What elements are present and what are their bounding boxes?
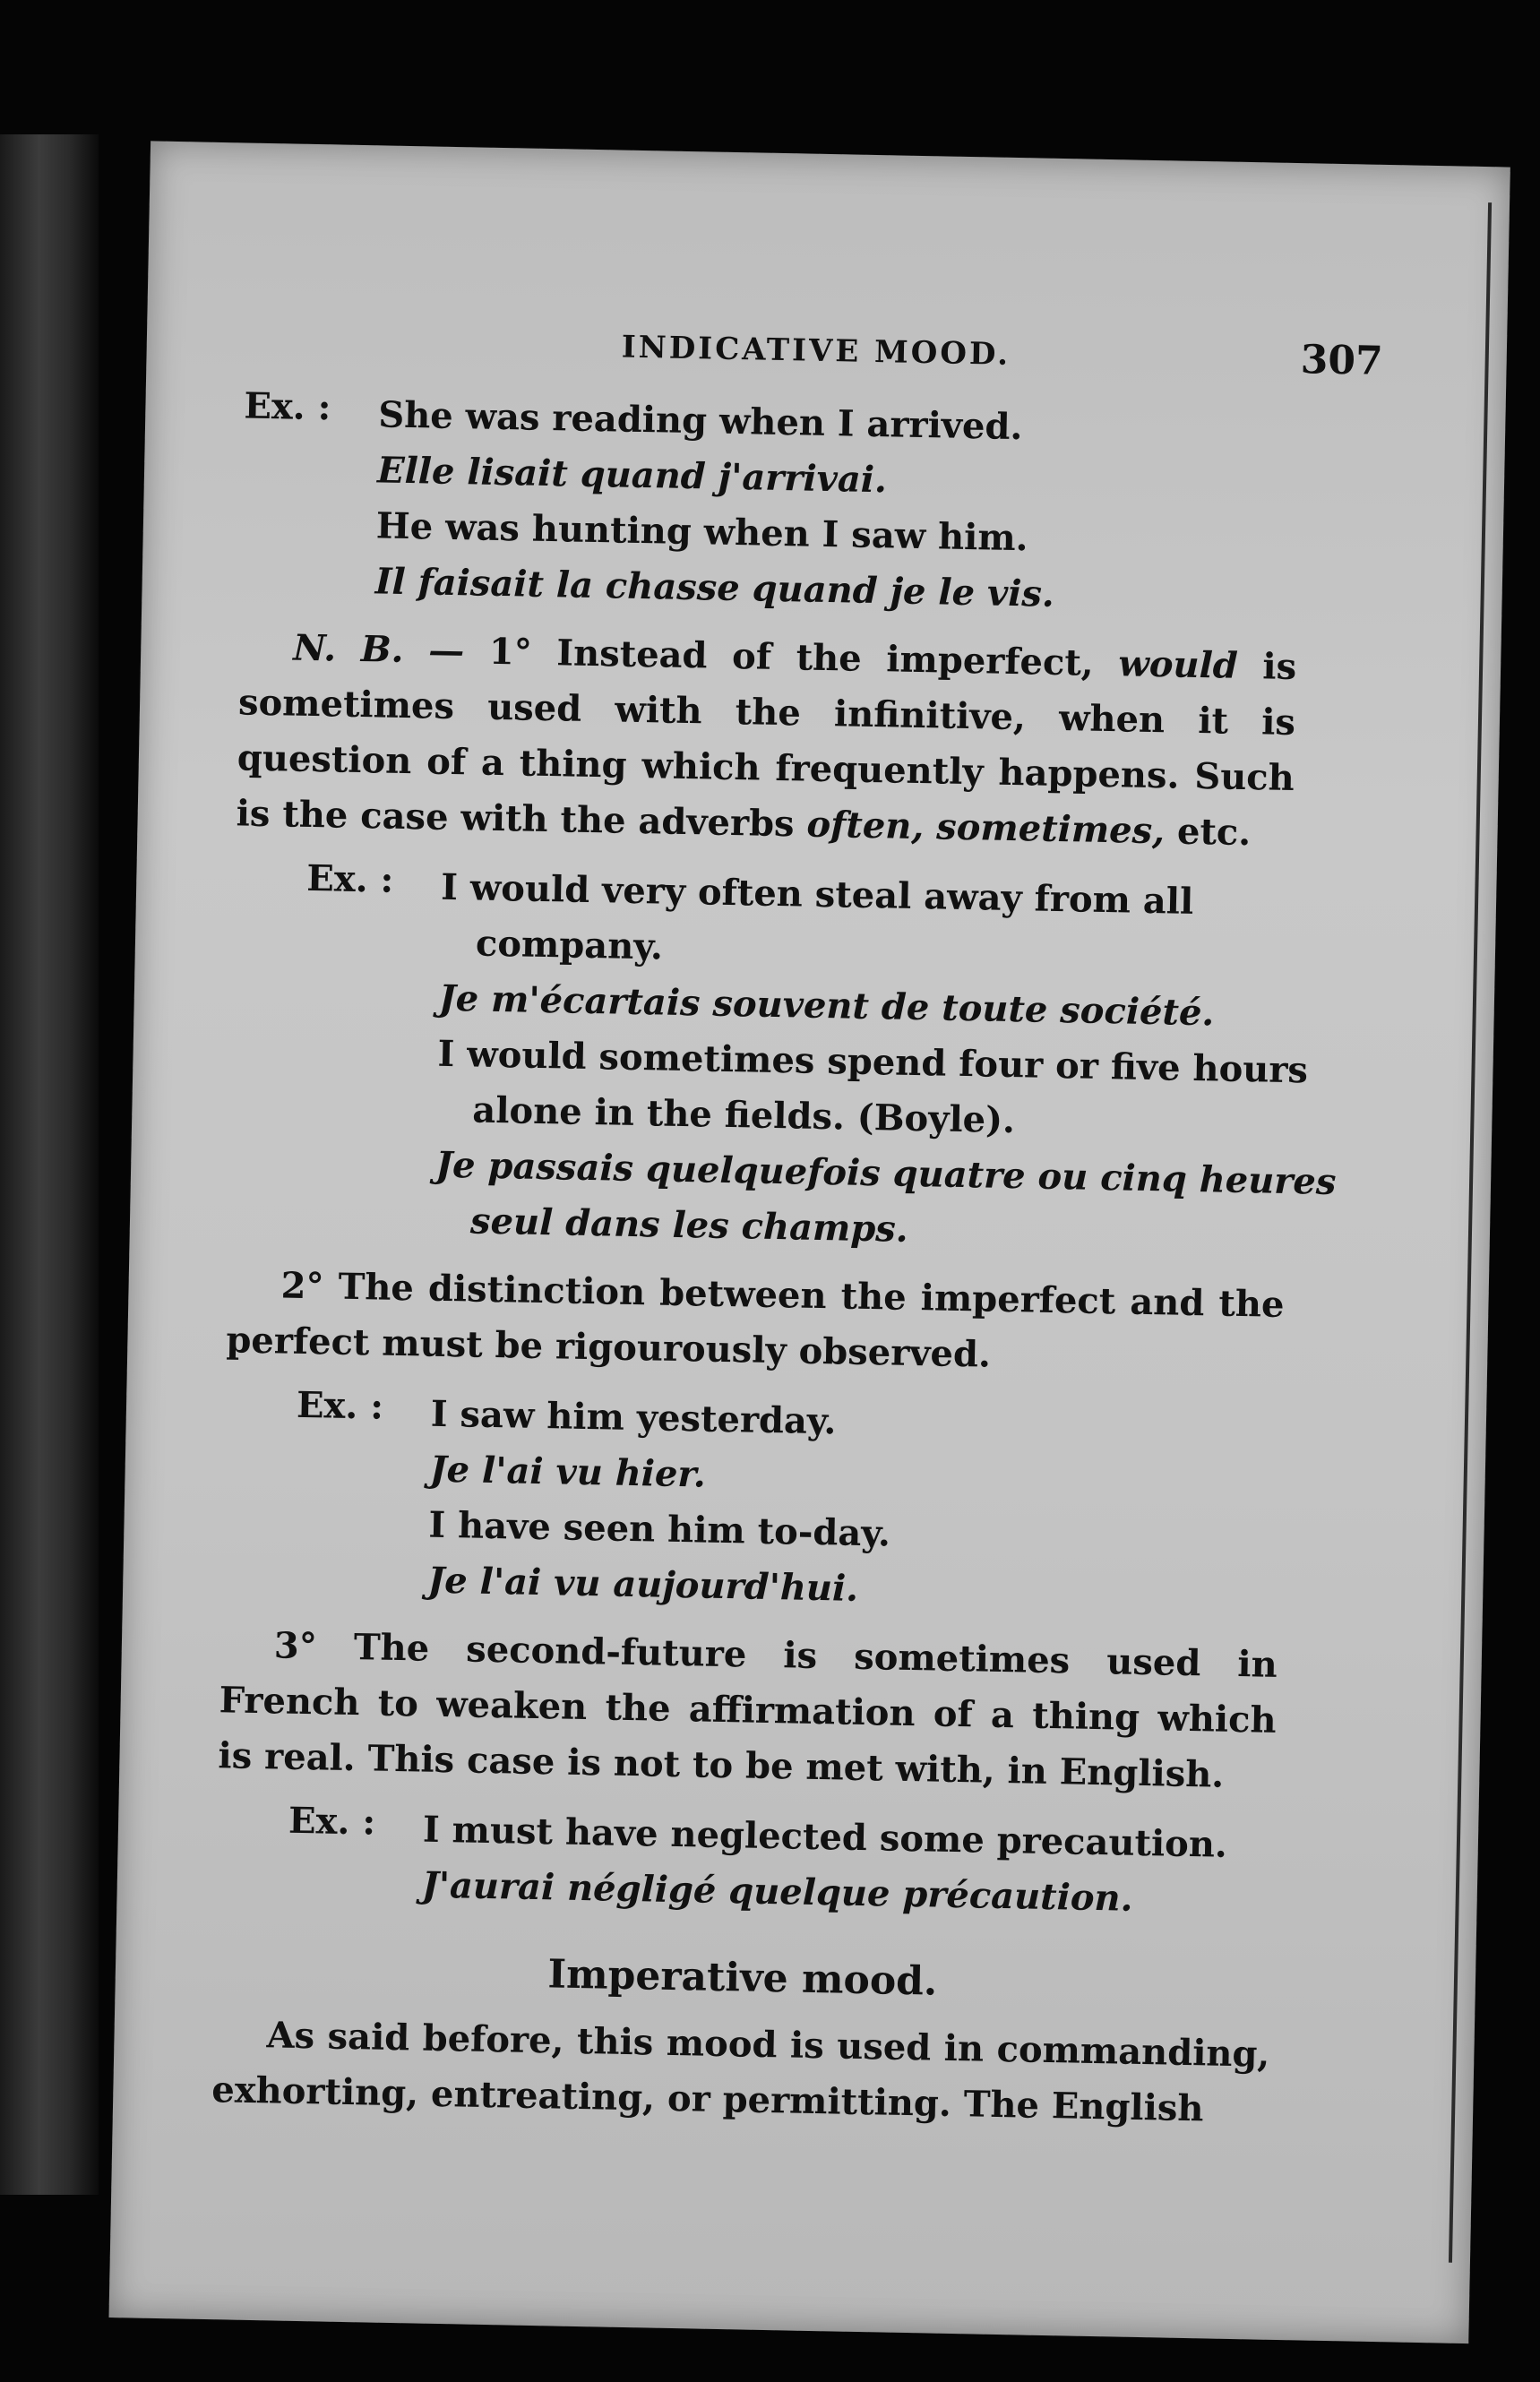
nota-bene-paragraph xyxy=(236,619,1297,862)
example-line-en: I must have neglected some precaution. xyxy=(422,1808,1228,1866)
book-page xyxy=(108,141,1510,2343)
example-4 xyxy=(287,1800,1381,1931)
nb-often: often, xyxy=(806,803,925,848)
example-1 xyxy=(240,384,1409,629)
example-line-en: I have seen him to-day. xyxy=(428,1503,891,1555)
paragraph-3: 3° The second-future is sometimes used in French to weaken the affirmation of a thing which is real. This case is not to be met with, in English. xyxy=(218,1624,1278,1796)
nb-would: would xyxy=(1117,642,1239,687)
imperative-paragraph: As said before, this mood is used in commanding, exhorting, entreating, or permitting. The English xyxy=(211,2014,1270,2130)
nb-etc: etc. xyxy=(1176,810,1252,855)
paragraph-2: 2° The distinction between the imperfect and the perfect must be rigourously observed. xyxy=(226,1264,1285,1376)
example-3 xyxy=(293,1384,1390,1627)
example-line-fr: Je l'ai vu aujourd'hui. xyxy=(426,1559,859,1610)
example-line-en: I would sometimes spend four or five hours xyxy=(437,1032,1309,1092)
example-label: Ex. : xyxy=(244,384,331,429)
nb-sometimes: sometimes, xyxy=(935,805,1166,853)
example-line-fr: Je m'écartais souvent de toute société. xyxy=(438,976,1215,1035)
example-label: Ex. : xyxy=(305,856,394,901)
running-title: INDICATIVE MOOD. xyxy=(621,329,1011,373)
nb-number: 1° xyxy=(488,630,533,674)
nb-text-a: Instead of the imperfect, xyxy=(555,632,1095,684)
nb-lead: N. B. — xyxy=(292,626,465,673)
example-line-en: I would very often steal away from all xyxy=(440,865,1194,923)
page-number: 307 xyxy=(1300,337,1384,384)
adjacent-page-edge xyxy=(0,134,99,2195)
page-content xyxy=(211,322,1410,2155)
example-line-en: He was hunting when I saw him. xyxy=(375,504,1029,560)
example-2 xyxy=(299,857,1399,1267)
example-label: Ex. : xyxy=(296,1383,384,1428)
section-heading: Imperative mood. xyxy=(547,1951,938,2005)
example-line-fr: seul dans les champs. xyxy=(469,1200,909,1251)
page-right-edge xyxy=(1449,202,1492,2263)
example-line-fr: Je passais quelquefois quatre ou cinq heures xyxy=(434,1143,1337,1204)
nb-text-b: is sometimes used with the infinitive, when it is question of a thing which frequently happens. Such is the case with the adverbs xyxy=(236,645,1297,846)
example-line-fr: Elle lisait quand j'arrivai. xyxy=(376,449,888,502)
example-label: Ex. : xyxy=(288,1799,376,1844)
example-line-en: I saw him yesterday. xyxy=(430,1392,837,1443)
example-line-fr: Il faisait la chasse quand je le vis. xyxy=(374,560,1055,615)
example-line-fr: J'aurai négligé quelque précaution. xyxy=(421,1863,1133,1920)
example-line-en: She was reading when I arrived. xyxy=(377,393,1023,449)
example-line-fr: Je l'ai vu hier. xyxy=(429,1448,707,1496)
example-line-en: alone in the fields. (Boyle). xyxy=(471,1088,1016,1142)
example-line-en: company. xyxy=(475,922,664,968)
